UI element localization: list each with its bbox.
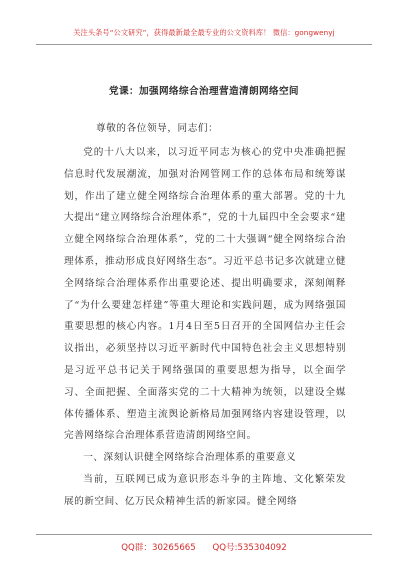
header-banner: 关注头条号“公文研究”，获得最新最全最专业的公文资料库！ 微信：gongwenyj bbox=[73, 28, 335, 37]
body-paragraph: 党的十八大以来，以习近平同志为核心的党中央准确把握信息时代发展潮流，加强对治网管网工作的总体布局和统筹谋划，作出了建立健全网络综合治理体系的重大部署。党的十九大提出“建立网络综合治理体系”，党的十九届四中全会要求“建立健全网络综合治理体系”，党的二十大强调“健全网络综合治理体系，推动形成良好网络生态”。习近平总书记多次就建立健全网络综合治理体系作出重要论述、提出明确要求，深刻阐释了“为什么要建怎样建”等重大理论和实践问题，成为网络强国重要思想的核心内容。1月4日至5日召开的全国网信办主任会议指出，必须坚持以习近平新时代中国特色社会主义思想特别是习近平总书记关于网络强国的重要思想为指导，以全面学习、全面把握、全面落实党的二十大精神为统领，以建设全媒体传播体系、塑造主流舆论新格局加强网络内容建设管理，以完善网络综合治理体系营造清朗网络空间。 bbox=[64, 147, 346, 442]
footer bbox=[0, 541, 408, 553]
qq-number: QQ号:535304092 bbox=[212, 543, 287, 553]
document-body bbox=[64, 142, 346, 513]
document-title: 党课：加强网络综合治理营造清朗网络空间 bbox=[109, 86, 299, 97]
footer-divider bbox=[36, 534, 372, 535]
section-heading: 一、深刻认识健全网络综合治理体系的重要意义 bbox=[83, 452, 297, 464]
header-divider bbox=[36, 44, 372, 45]
qq-group: QQ群：30265665 bbox=[121, 543, 196, 553]
greeting: 尊敬的各位领导，同志们： bbox=[96, 123, 219, 134]
body-paragraph: 当前，互联网已成为意识形态斗争的主阵地、文化繁荣发展的新空间、亿万民众精神生活的新家园。健全网络 bbox=[64, 473, 346, 507]
